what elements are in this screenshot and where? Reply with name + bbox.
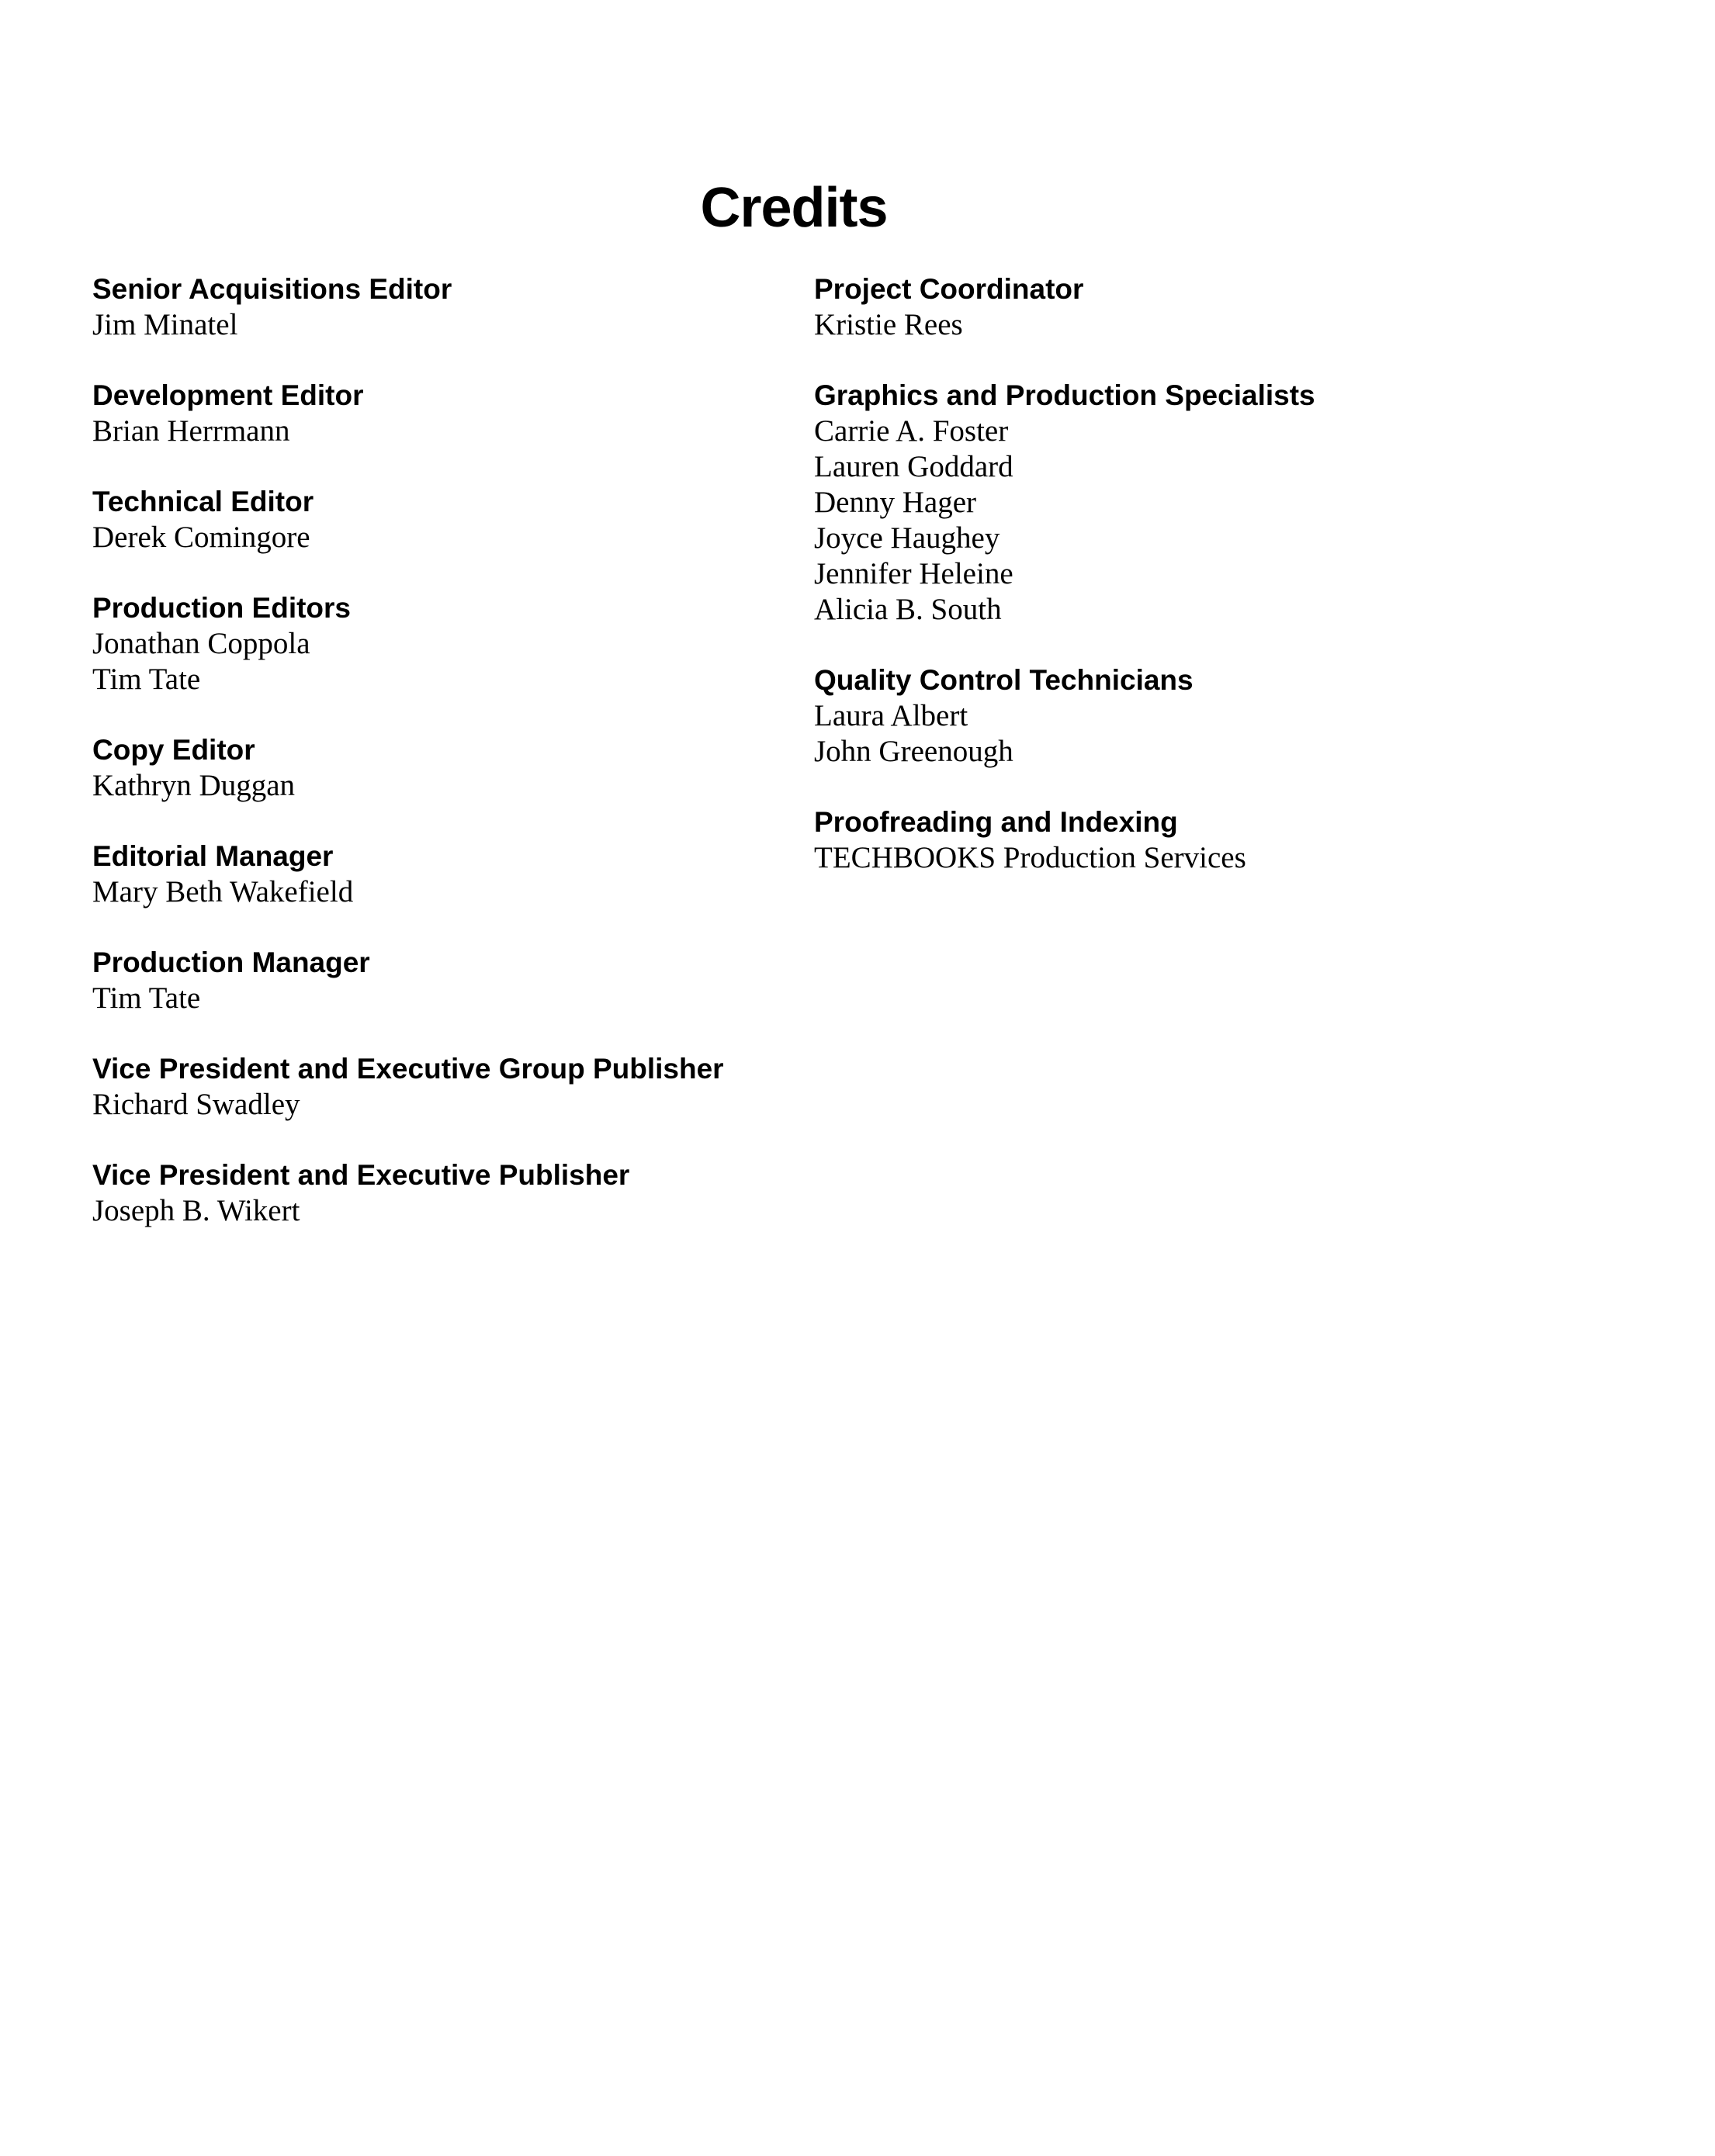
- credit-section: [92, 378, 791, 449]
- credit-names: [92, 874, 791, 910]
- credit-names: [92, 1193, 791, 1229]
- credit-role: Development Editor: [92, 379, 364, 411]
- credit-section: [92, 945, 791, 1016]
- credit-names: [814, 698, 1512, 770]
- credit-name: John Greenough: [814, 735, 1013, 768]
- credit-name: Joseph B. Wikert: [92, 1194, 300, 1227]
- credit-name: Kathryn Duggan: [92, 769, 296, 802]
- credit-name: TECHBOOKS Production Services: [814, 841, 1246, 874]
- credit-section: [814, 272, 1512, 343]
- credit-section: [814, 378, 1512, 628]
- credit-role: Production Editors: [92, 592, 351, 624]
- credit-name: Carrie A. Foster: [814, 414, 1009, 448]
- credits-left-column: [92, 272, 791, 1264]
- page-title: Credits: [700, 177, 888, 239]
- credits-right-column: [814, 272, 1512, 911]
- credit-section: [92, 272, 791, 343]
- credit-role: Graphics and Production Specialists: [814, 379, 1315, 411]
- credit-name: Denny Hager: [814, 486, 976, 519]
- credit-names: [814, 414, 1512, 628]
- credit-name: Lauren Goddard: [814, 450, 1013, 483]
- credit-name: Brian Herrmann: [92, 414, 290, 448]
- credit-names: [92, 307, 791, 343]
- credit-role: Senior Acquisitions Editor: [92, 273, 452, 305]
- credit-section: [92, 484, 791, 555]
- credit-section: [92, 1051, 791, 1123]
- credit-role: Project Coordinator: [814, 273, 1084, 305]
- credit-name: Tim Tate: [92, 663, 201, 696]
- credit-role: Copy Editor: [92, 734, 255, 766]
- credit-role: Technical Editor: [92, 486, 314, 517]
- credit-name: Mary Beth Wakefield: [92, 875, 354, 908]
- credit-section: [814, 805, 1512, 876]
- credit-section: [92, 1158, 791, 1229]
- credit-names: [814, 840, 1512, 876]
- credit-names: [92, 768, 791, 804]
- credit-role: Production Manager: [92, 946, 370, 978]
- credit-section: [92, 839, 791, 910]
- credit-section: [814, 663, 1512, 770]
- credit-name: Derek Comingore: [92, 521, 310, 554]
- credit-name: Joyce Haughey: [814, 521, 1000, 555]
- credit-name: Kristie Rees: [814, 308, 963, 341]
- credit-name: Tim Tate: [92, 981, 201, 1015]
- credit-names: [92, 626, 791, 697]
- credit-role: Proofreading and Indexing: [814, 806, 1178, 838]
- credit-names: [814, 307, 1512, 343]
- credit-role: Quality Control Technicians: [814, 664, 1194, 696]
- credit-name: Jim Minatel: [92, 308, 238, 341]
- credit-name: Laura Albert: [814, 699, 968, 732]
- credit-name: Jonathan Coppola: [92, 627, 310, 660]
- credit-name: Richard Swadley: [92, 1088, 300, 1121]
- credit-section: [92, 732, 791, 804]
- credit-names: [92, 520, 791, 555]
- credit-name: Jennifer Heleine: [814, 557, 1013, 590]
- credit-names: [92, 981, 791, 1016]
- credit-names: [92, 414, 791, 449]
- credit-role: Vice President and Executive Publisher: [92, 1159, 630, 1191]
- credit-role: Editorial Manager: [92, 840, 334, 872]
- credit-section: [92, 590, 791, 697]
- credit-name: Alicia B. South: [814, 593, 1002, 626]
- credit-names: [92, 1087, 791, 1123]
- credit-role: Vice President and Executive Group Publisher: [92, 1053, 724, 1085]
